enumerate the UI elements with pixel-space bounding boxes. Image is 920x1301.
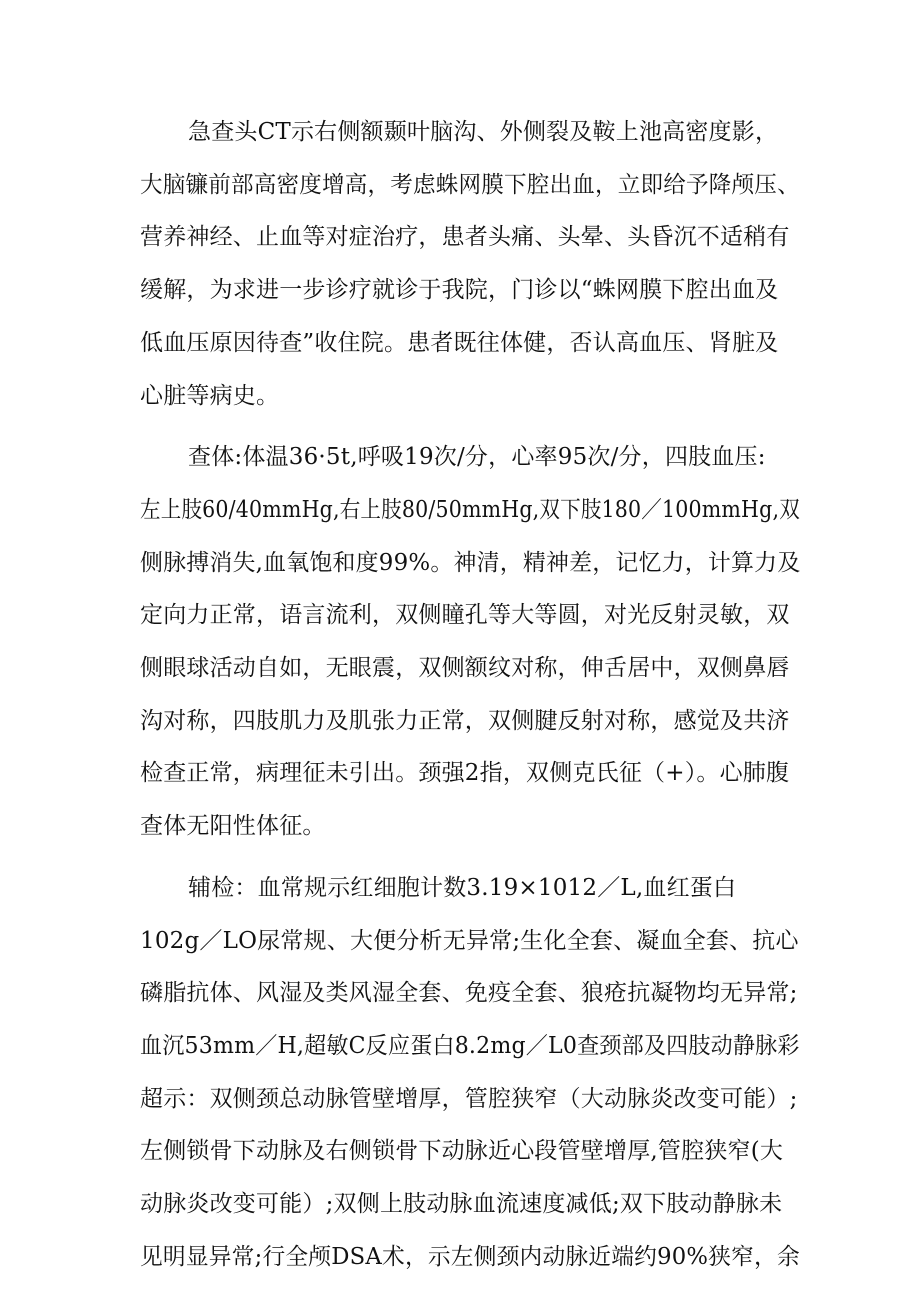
text-line: 左上肢60/40mmHg,右上肢80/50mmHg,双下肢180／100mmHg,双 (140, 496, 800, 523)
paragraph-history (140, 106, 800, 422)
text-line: 急查头CT示右侧额颞叶脑沟、外侧裂及鞍上池高密度影， (188, 119, 779, 145)
text-line: 血沉53mm／H,超敏C反应蛋白8.2mg／L0查颈部及四肢动静脉彩 (140, 1032, 800, 1059)
text-line: 102g／LO尿常规、大便分析无异常;生化全套、凝血全套、抗心 (140, 927, 799, 954)
text-line: 大脑镰前部高密度增高，考虑蛛网膜下腔出血，立即给予降颅压、 (140, 171, 800, 198)
text-line: 见明显异常;行全颅DSA术，示左侧颈内动脉近端约90%狭窄，余 (140, 1243, 800, 1270)
text-line: 左侧锁骨下动脉及右侧锁骨下动脉近心段管壁增厚,管腔狭窄(大 (140, 1138, 784, 1165)
text-line: 侧脉搏消失,血氧饱和度99%。神清，精神差，记忆力，计算力及 (140, 549, 801, 576)
text-line: 查体:体温36·5t,呼吸19次/分，心率95次/分，四肢血压: (188, 444, 766, 471)
paragraph-physical-exam (140, 431, 800, 853)
text-line: 侧眼球活动自如，无眼震，双侧额纹对称，伸舌居中，双侧鼻唇 (140, 655, 790, 682)
text-line: 低血压原因待查”收住院。患者既往体健，否认高血压、肾脏及 (140, 329, 779, 356)
text-line: 查体无阳性体征。 (140, 813, 326, 840)
text-line: 营养神经、止血等对症治疗，患者头痛、头晕、头昏沉不适稍有 (140, 224, 790, 251)
text-line: 缓解，为求进一步诊疗就诊于我院，门诊以“蛛网膜下腔出血及 (140, 277, 779, 304)
text-line: 心脏等病史。 (140, 382, 280, 409)
text-line: 磷脂抗体、风湿及类风湿全套、免疫全套、狼疮抗凝物均无异常; (140, 980, 798, 1007)
text-line: 沟对称，四肢肌力及肌张力正常，双侧腱反射对称，感觉及共济 (140, 707, 790, 734)
text-line: 超示：双侧颈总动脉管壁增厚，管腔狭窄（大动脉炎改变可能）; (140, 1085, 798, 1112)
text-line: 辅检：血常规示红细胞计数3.19×1012／L,血红蛋白 (188, 874, 737, 901)
paragraph-auxiliary-exam (140, 862, 800, 1284)
text-line: 定向力正常，语言流利，双侧瞳孔等大等圆，对光反射灵敏，双 (140, 602, 790, 629)
document-body (140, 106, 800, 1283)
text-line: 检查正常，病理征未引出。颈强2指，双侧克氏征（+）。心肺腹 (140, 760, 790, 787)
text-line: 动脉炎改变可能）;双侧上肢动脉血流速度减低;双下肢动静脉未 (140, 1191, 783, 1218)
